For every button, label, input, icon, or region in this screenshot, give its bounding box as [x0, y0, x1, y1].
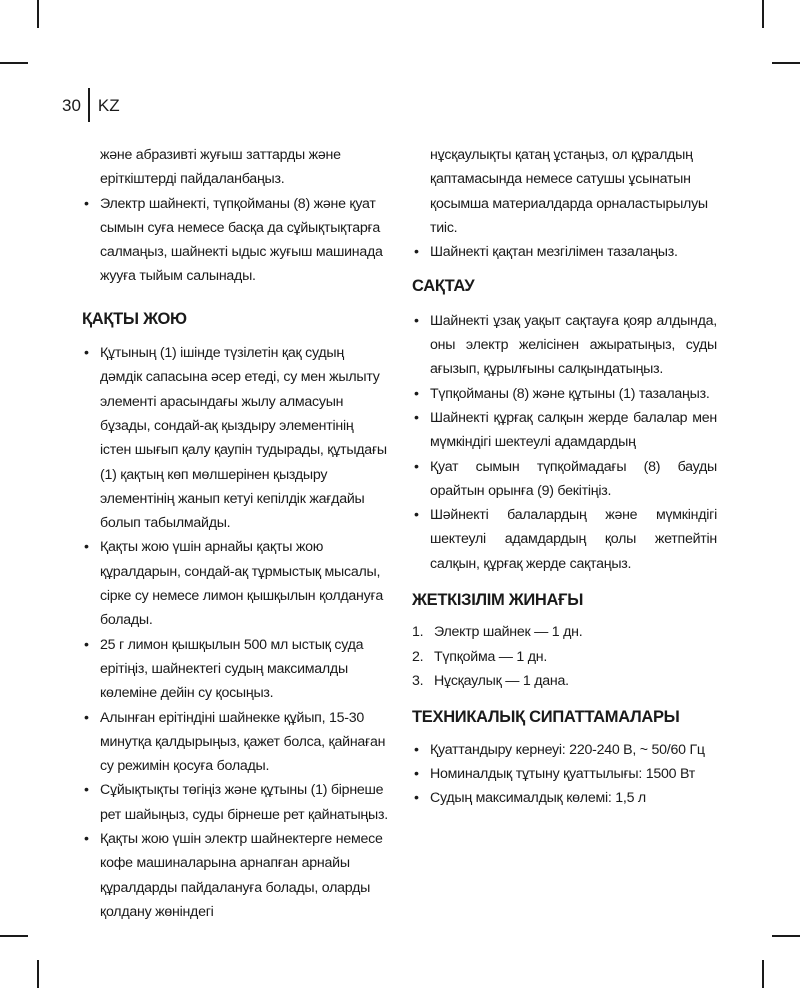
crop-mark-top-left: [37, 0, 39, 28]
page-header: [62, 88, 120, 122]
list-item-text: Электр шайнек — 1 дн.: [434, 624, 583, 641]
page-number: 30: [62, 95, 81, 115]
list-number: 3.: [412, 672, 424, 689]
list-item: • Түпқойманы (8) және құтыны (1) тазалаңыз.: [412, 382, 717, 406]
header-divider: [88, 88, 90, 122]
list-number: 2.: [412, 648, 424, 665]
list-item: • Алынған ерітіндіні шайнекке құйып, 15-30 минутқа қалдырыңыз, қажет болса, қайнаған су режимін қосуға болады.: [82, 706, 388, 779]
list-item: • Шайнекті қақтан мезгілімен тазалаңыз.: [412, 240, 717, 264]
list-item: [412, 620, 717, 644]
specs-bullets: [412, 738, 717, 811]
list-item: • Шайнекті құрғақ салқын жерде балалар мен мүмкіндігі шектеулі адамдардың: [412, 406, 717, 455]
section-heading-specifications: ТЕХНИКАЛЫҚ СИПАТТАМАЛАРЫ: [412, 708, 680, 727]
list-item: • Құтының (1) ішінде түзілетін қақ судың дәмдік сапасына әсер етеді, су мен жылыту элементі арасындағы жылу алмасуын бұзады, сондай-ақ қыздыру элементінің істен шығып қалу қаупін тудырады, құтыдағы (1) қақтың көп мөлшерінен қыздыру элементінің жанып кетуі кепілдік жағдайы болып табылмайды.: [82, 341, 388, 535]
list-item: • Электр шайнекті, түпқойманы (8) және қуат сымын суға немесе басқа да сұйықтықтарға салмаңыз, шайнекті ыдыс жуғыш машинада жууға тыйым салынады.: [82, 192, 388, 289]
right-continuation-text: нұсқаулықты қатаң ұстаңыз, ол құралдың қаптамасында немесе сатушы ұсынатын қосымша материалдарда орналастырылуы тиіс.: [430, 147, 708, 236]
list-item-text: Түпқойма — 1 дн.: [434, 648, 548, 665]
list-item: • Қуаттандыру кернеуі: 220-240 В, ~ 50/60 Гц: [412, 738, 717, 762]
list-item: • Шайнекті ұзақ уақыт сақтауға қояр алдында, оны электр желісінен ажыратыңыз, суды ағызып, құрылғыны салқындатыңыз.: [412, 309, 717, 382]
list-item: • Қақты жою үшін электр шайнектерге немесе кофе машиналарына арнапған арнайы құралдарды пайдалануға болады, оларды қолдану жөніндегі: [82, 827, 388, 924]
list-item: • Сұйықтықты төгіңіз және құтыны (1) бірнеше рет шайыңыз, суды бірнеше рет қайнатыңыз.: [82, 778, 388, 827]
list-item: • Қақты жою үшін арнайы қақты жою құралдарын, сондай-ақ тұрмыстық мысалы, сірке су немесе лимон қышқылын қолдануға болады.: [82, 535, 388, 632]
delivery-list: [412, 620, 717, 693]
crop-mark-bottom-right: [762, 960, 764, 988]
left-top-bullets: [82, 192, 388, 289]
list-item: [412, 645, 717, 669]
crop-mark-top-right: [762, 0, 764, 28]
list-item: • Шәйнекті балалардың және мүмкіндігі шектеулі адамдардың қолы жетпейтін салқын, құрғақ жерде сақтаңыз.: [412, 503, 717, 576]
left-continuation-text: және абразивті жуғыш заттарды және еріткіштерді пайдаланбаңыз.: [100, 147, 341, 188]
right-top-bullets: [412, 240, 717, 264]
left-column: [82, 143, 388, 924]
list-item: • Судың максималдық көлемі: 1,5 л: [412, 786, 717, 810]
right-column: [412, 143, 717, 810]
section-heading-delivery-set: ЖЕТКІЗІЛІМ ЖИНАҒЫ: [412, 591, 584, 610]
list-item: • Қуат сымын түпқоймадағы (8) бауды орайтын орынға (9) бекітіңіз.: [412, 455, 717, 504]
list-item-text: Нұсқаулық — 1 дана.: [434, 672, 569, 689]
crop-mark-right-upper: [772, 62, 800, 64]
list-item: [412, 669, 717, 693]
crop-mark-left-upper: [0, 62, 28, 64]
descaling-bullets: [82, 341, 388, 924]
storage-bullets: [412, 309, 717, 576]
crop-mark-left-lower: [0, 935, 28, 937]
section-heading-descaling: ҚАҚТЫ ЖОЮ: [82, 309, 187, 328]
crop-mark-right-lower: [772, 935, 800, 937]
list-item: • Номиналдық тұтыну қуаттылығы: 1500 Вт: [412, 762, 717, 786]
language-code: KZ: [97, 95, 120, 115]
list-item: • 25 г лимон қышқылын 500 мл ыстық суда ерітіңіз, шайнектегі судың максималды көлеміне дейін су қосыңыз.: [82, 633, 388, 706]
crop-mark-bottom-left: [37, 960, 39, 988]
section-heading-storage: САҚТАУ: [412, 277, 475, 296]
list-number: 1.: [412, 624, 424, 641]
